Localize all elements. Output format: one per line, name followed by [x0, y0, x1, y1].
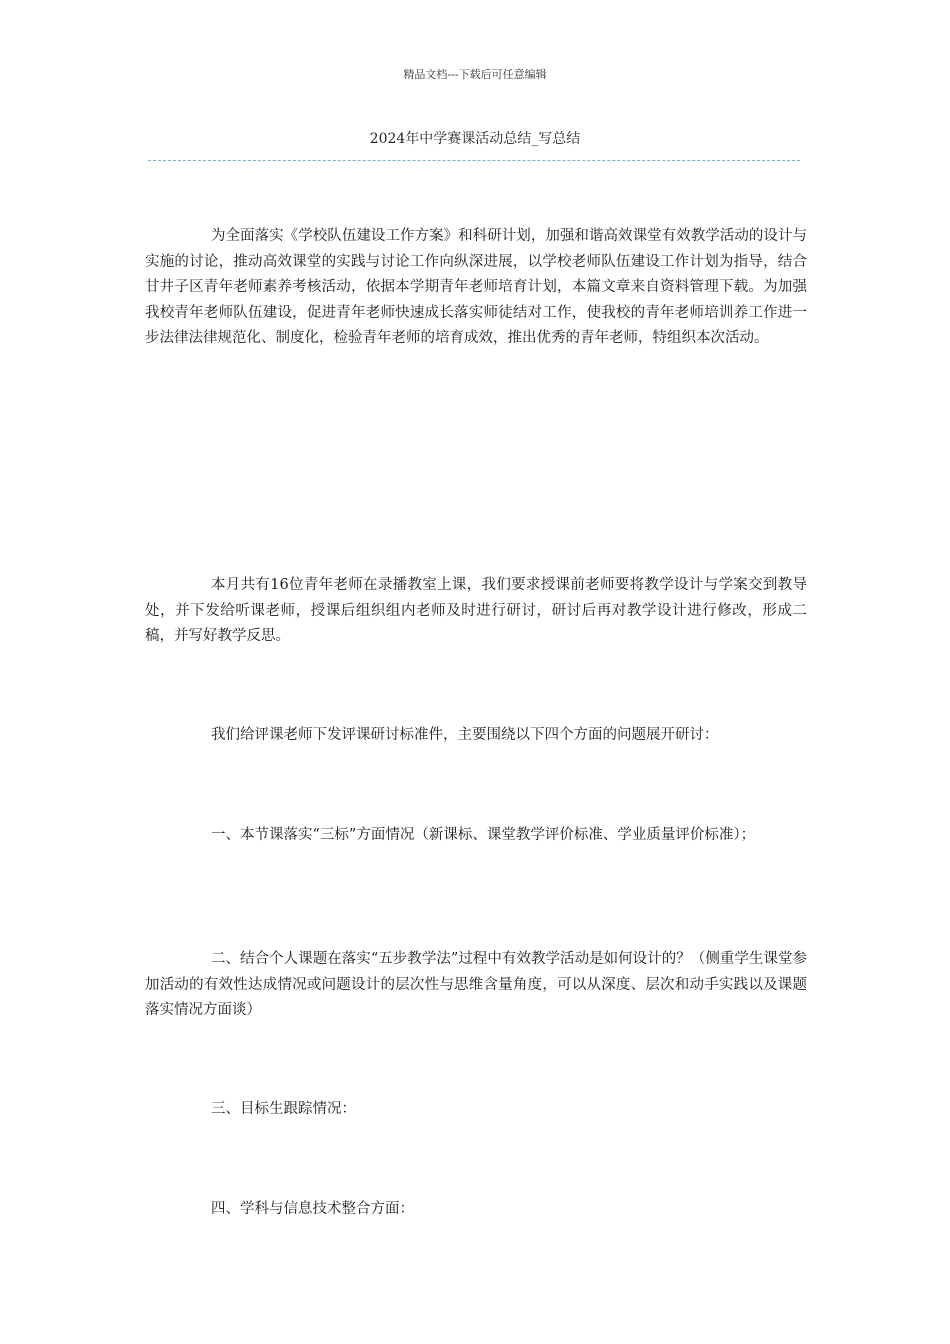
paragraph-lessons: 本月共有16位青年老师在录播教室上课，我们要求授课前老师要将教学设计与学案交到教导处，并下发给听课老师，授课后组织组内老师及时进行研讨，研讨后再对教学设计进行修改，形成二稿，并写好教学反思。	[145, 577, 807, 644]
list-item-3: 三、目标生跟踪情况：	[211, 1101, 356, 1117]
list-item-2: 二、结合个人课题在落实“五步教学法”过程中有效教学活动是如何设计的？（侧重学生课堂参加活动的有效性达成情况或问题设计的层次性与思维含量角度，可以从深度、层次和动手实践以及课题落实情况方面谈）	[145, 951, 807, 1018]
list-item-1: 一、本节课落实“三标”方面情况（新课标、课堂教学评价标准、学业质量评价标准）；	[211, 827, 756, 843]
paragraph-intro: 为全面落实《学校队伍建设工作方案》和科研计划，加强和谐高效课堂有效教学活动的设计与实施的讨论，推动高效课堂的实践与讨论工作向纵深进展，以学校老师队伍建设工作计划为指导，结合甘井子区青年老师素养考核活动，依据本学期青年老师培育计划，本篇文章来自资料管理下载。为加强我校青年老师队伍建设，促进青年老师快速成长落实师徒结对工作，使我校的青年老师培训养工作进一步法律法律规范化、制度化，检验青年老师的培育成效，推出优秀的青年老师，特组织本次活动。	[145, 228, 807, 346]
document-title: 2024年中学赛课活动总结_写总结	[369, 131, 581, 147]
paragraph-criteria: 我们给评课老师下发评课研讨标准件，主要围绕以下四个方面的问题展开研讨：	[211, 727, 719, 743]
title-divider	[148, 160, 800, 161]
list-item-4: 四、学科与信息技术整合方面：	[211, 1201, 414, 1217]
page-header: 精品文档---下载后可任意编辑	[403, 68, 547, 81]
